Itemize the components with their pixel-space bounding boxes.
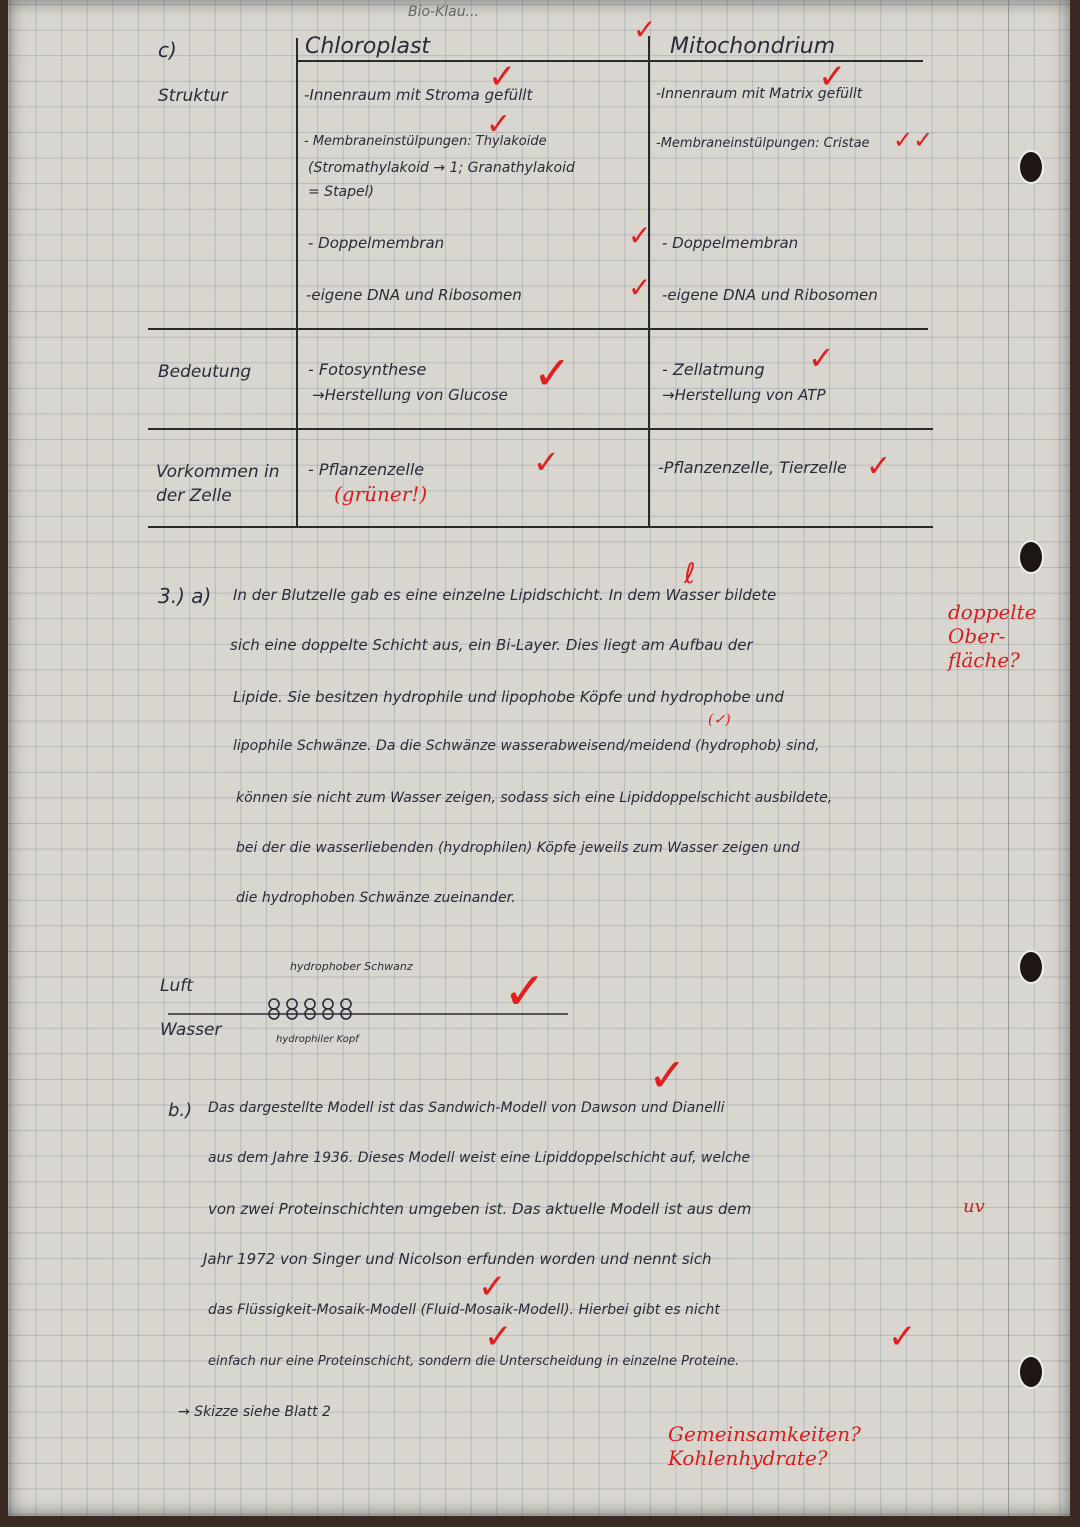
margin-note: fläche? xyxy=(948,648,1020,672)
chloro-vorkommen-correction: (grüner!) xyxy=(334,482,428,506)
table-row-line xyxy=(148,328,928,330)
check-mark: ✓ xyxy=(628,271,652,304)
check-mark: ✓ xyxy=(503,962,547,1022)
margin-note: doppelte xyxy=(948,600,1037,624)
answer-line: einfach nur eine Proteinschicht, sondern die Unterscheidung in einzelne Proteine. xyxy=(208,1354,740,1369)
check-mark: ✓ xyxy=(866,449,892,484)
check-mark: ✓ xyxy=(888,1317,917,1357)
chloro-struktur-6: -eigene DNA und Ribosomen xyxy=(306,286,522,304)
answer-line: bei der die wasserliebenden (hydrophilen) Köpfe jeweils zum Wasser zeigen und xyxy=(236,840,800,856)
row-label-vorkommen: Vorkommen in xyxy=(156,462,280,482)
row-label-zelle: der Zelle xyxy=(156,486,232,506)
task-label: c) xyxy=(158,38,177,62)
check-mark: ✓ xyxy=(628,219,652,252)
row-label-bedeutung: Bedeutung xyxy=(158,362,252,382)
check-mark: ✓ xyxy=(484,1317,513,1357)
mito-vorkommen-1: -Pflanzenzelle, Tierzelle xyxy=(658,458,847,477)
section-3b-label: b.) xyxy=(168,1100,193,1121)
margin-note: Gemeinsamkeiten? xyxy=(668,1422,861,1446)
answer-line: von zwei Proteinschichten umgeben ist. Das aktuelle Modell ist aus dem xyxy=(208,1200,752,1218)
margin-line xyxy=(1008,0,1009,1516)
punch-hole xyxy=(1018,1355,1044,1389)
mito-bedeutung-1: - Zellatmung xyxy=(662,360,765,379)
margin-note: Ober- xyxy=(948,624,1006,648)
table-row-line xyxy=(148,428,933,430)
margin-note: Kohlenhydrate? xyxy=(668,1446,828,1470)
table-divider xyxy=(296,38,298,528)
mito-struktur-2: -Membraneinstülpungen: Cristae xyxy=(656,136,870,151)
chloro-struktur-1: -Innenraum mit Stroma gefüllt xyxy=(304,86,533,104)
check-mark: ✓ xyxy=(633,13,657,46)
check-mark: ✓ xyxy=(488,57,517,97)
check-mark: ✓ xyxy=(648,1048,687,1102)
answer-line: → Skizze siehe Blatt 2 xyxy=(178,1404,331,1420)
answer-line: Jahr 1972 von Singer und Nicolson erfunden worden und nennt sich xyxy=(203,1250,712,1268)
chloro-struktur-5: - Doppelmembran xyxy=(308,234,445,252)
notebook-page xyxy=(8,0,1070,1516)
row-label-struktur: Struktur xyxy=(158,86,228,106)
mito-struktur-1: -Innenraum mit Matrix gefüllt xyxy=(656,86,863,102)
answer-line: lipophile Schwänze. Da die Schwänze wasserabweisend/meidend (hydrophob) sind, xyxy=(233,738,820,754)
section-3a-label: 3.) a) xyxy=(158,584,212,608)
check-mark: ✓ xyxy=(533,443,560,481)
check-mark: ✓ xyxy=(486,107,512,142)
answer-line: können sie nicht zum Wasser zeigen, sodass sich eine Lipiddoppelschicht ausbildete, xyxy=(236,790,833,806)
check-mark: ✓ xyxy=(533,346,572,400)
punch-hole xyxy=(1018,950,1044,984)
check-mark: ✓ xyxy=(818,57,847,97)
table-row-line xyxy=(148,526,933,528)
partial-credit-mark: (✓) xyxy=(708,712,731,728)
check-mark: ✓✓ xyxy=(893,126,934,154)
mito-bedeutung-2: →Herstellung von ATP xyxy=(662,386,826,404)
chloro-struktur-3: (Stromathylakoid → 1; Granathylakoid xyxy=(308,160,575,176)
answer-line: Lipide. Sie besitzen hydrophile und lipophobe Köpfe und hydrophobe und xyxy=(233,688,784,706)
punch-hole xyxy=(1018,540,1044,574)
answer-line: In der Blutzelle gab es eine einzelne Lipidschicht. In dem Wasser bildete xyxy=(233,586,777,604)
column-header-mitochondrium: Mitochondrium xyxy=(670,34,836,59)
answer-line: sich eine doppelte Schicht aus, ein Bi-Layer. Dies liegt am Aufbau der xyxy=(230,636,753,654)
check-mark: ✓ xyxy=(808,339,835,377)
column-header-chloroplast: Chloroplast xyxy=(305,34,431,59)
answer-line: die hydrophoben Schwänze zueinander. xyxy=(236,890,516,906)
chloro-bedeutung-2: →Herstellung von Glucose xyxy=(312,386,508,404)
answer-line: aus dem Jahre 1936. Dieses Modell weist eine Lipiddoppelschicht auf, welche xyxy=(208,1150,751,1166)
diagram-label-luft: Luft xyxy=(160,976,193,996)
check-mark: ℓ xyxy=(684,557,696,590)
punch-hole xyxy=(1018,150,1044,184)
check-mark: ✓ xyxy=(478,1267,507,1307)
mito-struktur-4: -eigene DNA und Ribosomen xyxy=(662,286,878,304)
margin-note: uv xyxy=(963,1196,985,1217)
answer-line: Das dargestellte Modell ist das Sandwich-Modell von Dawson und Dianelli xyxy=(208,1100,725,1116)
diagram-label-tail: hydrophober Schwanz xyxy=(290,960,413,973)
chloro-struktur-2: - Membraneinstülpungen: Thylakoide xyxy=(304,134,547,149)
diagram-label-head: hydrophiler Kopf xyxy=(276,1034,359,1045)
chloro-bedeutung-1: - Fotosynthese xyxy=(308,360,427,379)
diagram-label-wasser: Wasser xyxy=(160,1020,222,1040)
mito-struktur-3: - Doppelmembran xyxy=(662,234,799,252)
chloro-struktur-4: = Stapel) xyxy=(308,184,374,200)
chloro-vorkommen-1: - Pflanzenzelle xyxy=(308,460,425,479)
header-scrawl: Bio-Klau... xyxy=(408,4,479,20)
answer-line: das Flüssigkeit-Mosaik-Modell (Fluid-Mosaik-Modell). Hierbei gibt es nicht xyxy=(208,1302,720,1318)
